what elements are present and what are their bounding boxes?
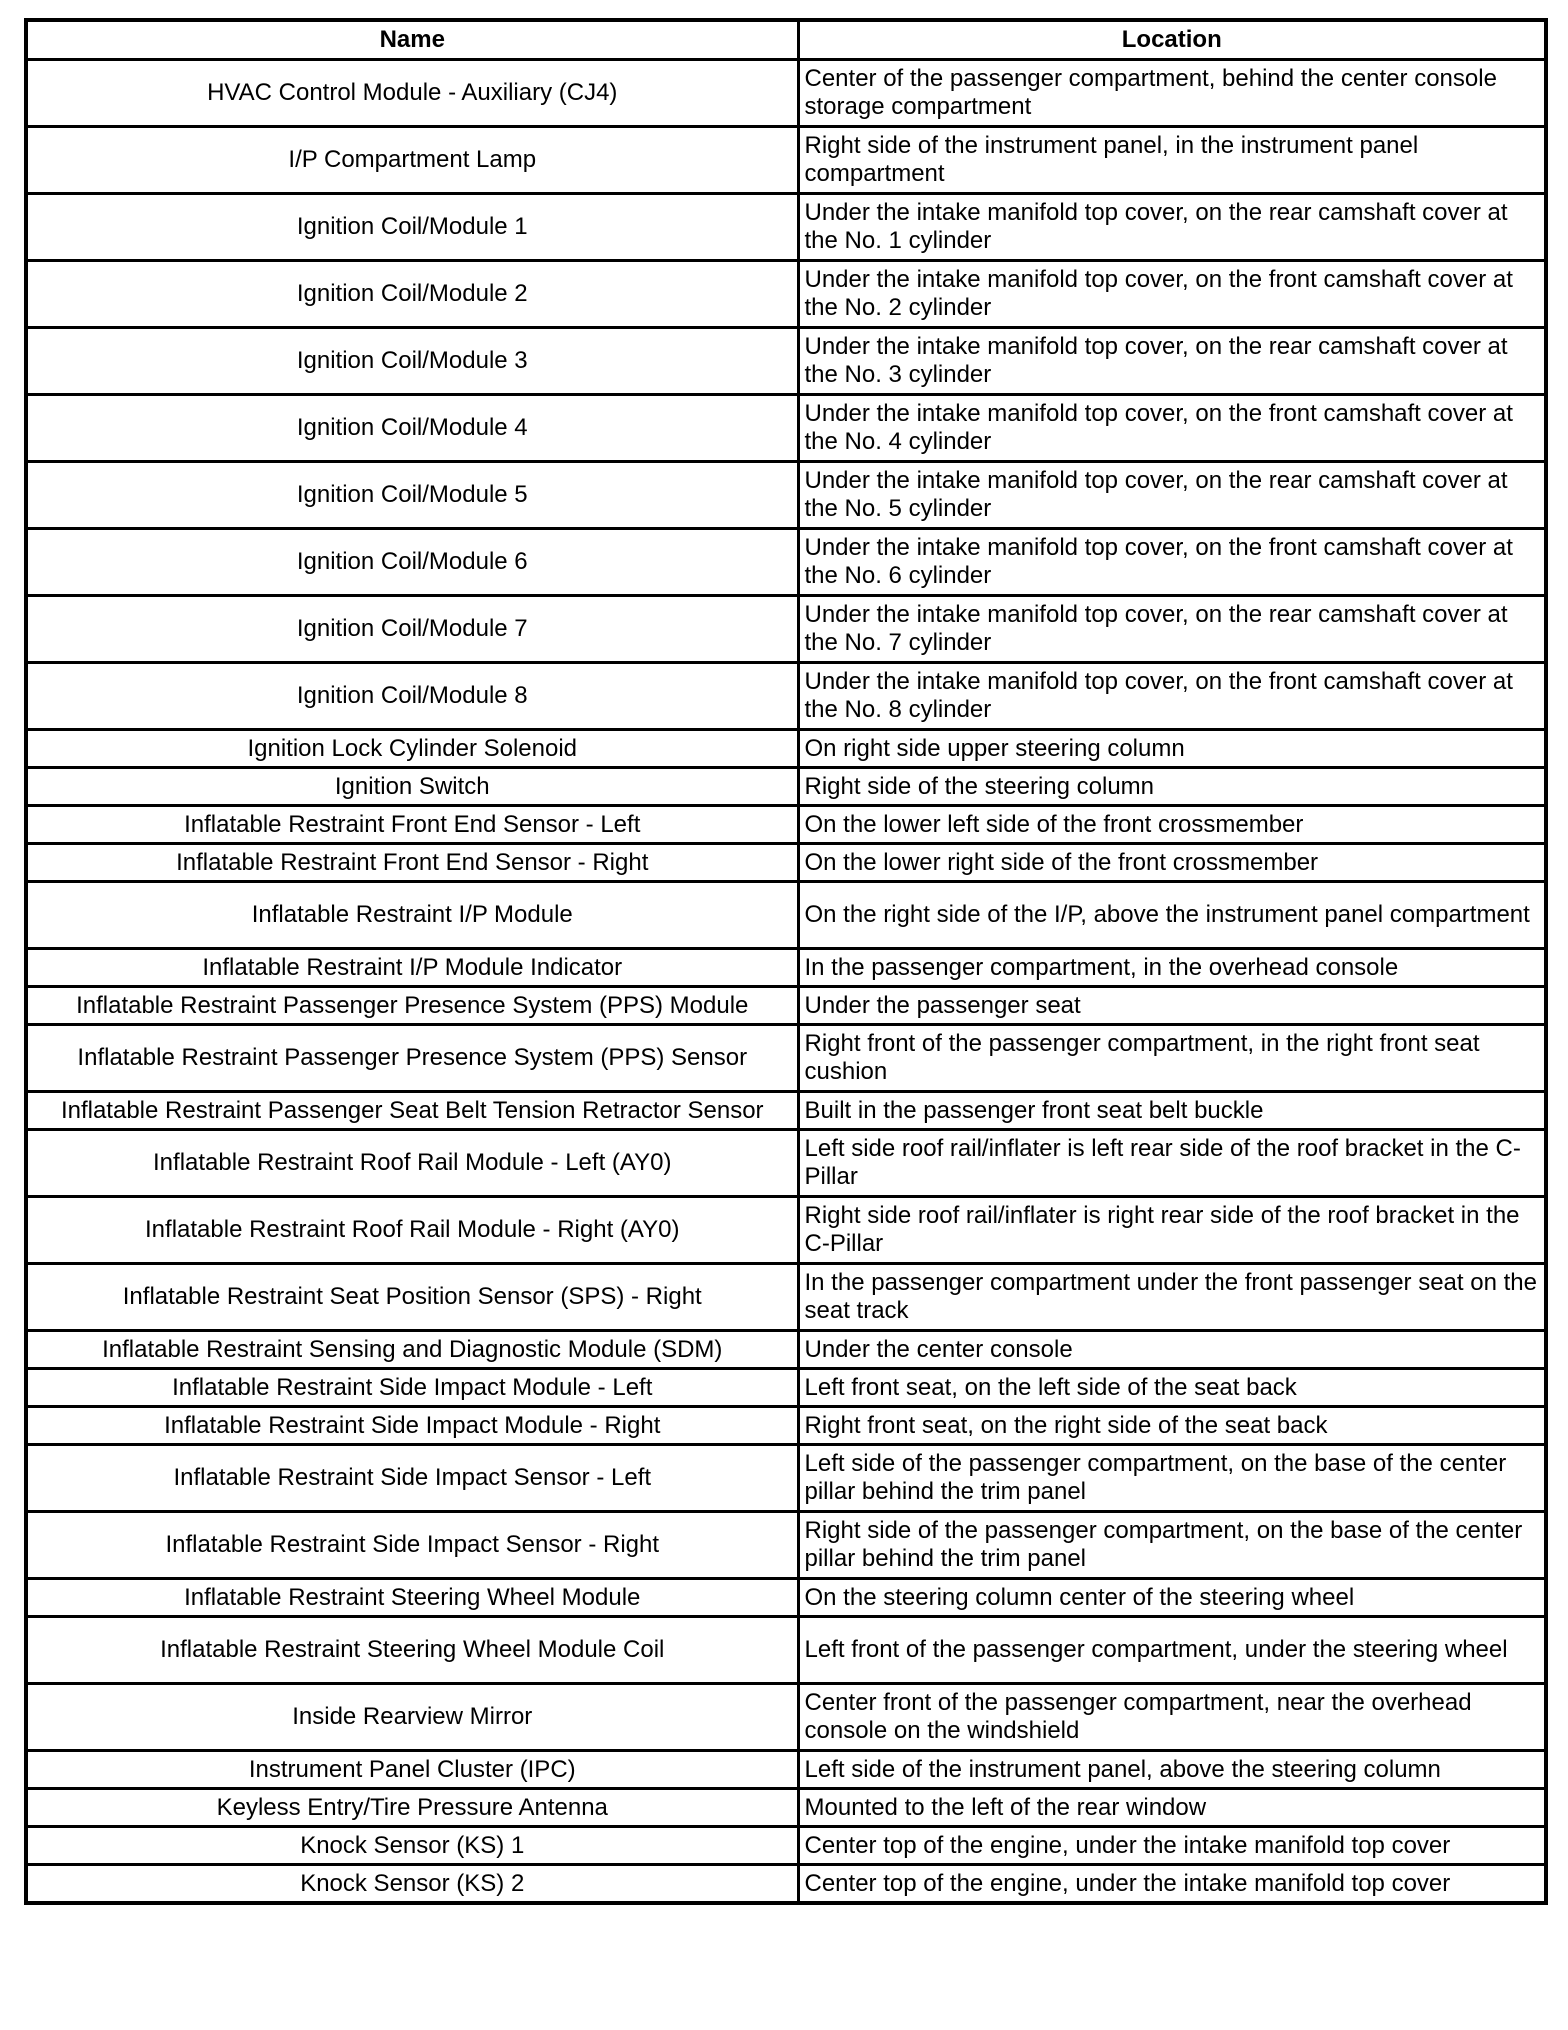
component-location-cell: Left front seat, on the left side of the seat back (798, 1369, 1546, 1407)
table-row (26, 1369, 1546, 1407)
component-name-cell: Inflatable Restraint Steering Wheel Module (26, 1579, 798, 1617)
table-row (26, 529, 1546, 596)
component-name-cell: Ignition Coil/Module 5 (26, 462, 798, 529)
component-location-cell: Right side roof rail/inflater is right rear side of the roof bracket in the C-Pillar (798, 1197, 1546, 1264)
component-location-cell: Under the center console (798, 1331, 1546, 1369)
table-row (26, 261, 1546, 328)
table-row (26, 395, 1546, 462)
component-name-cell: Inflatable Restraint Front End Sensor - Right (26, 844, 798, 882)
table-header-row (26, 20, 1546, 60)
component-name-cell: Keyless Entry/Tire Pressure Antenna (26, 1789, 798, 1827)
component-location-cell: On the lower left side of the front crossmember (798, 806, 1546, 844)
component-location-cell: Left side of the instrument panel, above the steering column (798, 1751, 1546, 1789)
table-row (26, 1865, 1546, 1904)
table-row (26, 328, 1546, 395)
component-name-cell: Inflatable Restraint Roof Rail Module - Left (AY0) (26, 1130, 798, 1197)
table-row (26, 1407, 1546, 1445)
table-row (26, 1197, 1546, 1264)
table-row (26, 194, 1546, 261)
table-row (26, 949, 1546, 987)
component-name-cell: Knock Sensor (KS) 2 (26, 1865, 798, 1904)
component-name-cell: Ignition Coil/Module 6 (26, 529, 798, 596)
component-location-table (24, 18, 1548, 1905)
table-row (26, 1331, 1546, 1369)
component-location-cell: Center top of the engine, under the intake manifold top cover (798, 1827, 1546, 1865)
table-row (26, 806, 1546, 844)
component-location-cell: Under the intake manifold top cover, on the rear camshaft cover at the No. 3 cylinder (798, 328, 1546, 395)
component-name-cell: Inflatable Restraint Roof Rail Module - Right (AY0) (26, 1197, 798, 1264)
table-row (26, 127, 1546, 194)
table-row (26, 1512, 1546, 1579)
component-name-cell: Inflatable Restraint I/P Module Indicator (26, 949, 798, 987)
component-location-cell: Under the intake manifold top cover, on the rear camshaft cover at the No. 7 cylinder (798, 596, 1546, 663)
table-row (26, 1092, 1546, 1130)
component-location-cell: Left front of the passenger compartment, under the steering wheel (798, 1617, 1546, 1684)
table-row (26, 1789, 1546, 1827)
table-row (26, 768, 1546, 806)
component-name-cell: Ignition Lock Cylinder Solenoid (26, 730, 798, 768)
component-location-cell: Right front of the passenger compartment, in the right front seat cushion (798, 1025, 1546, 1092)
component-location-cell: On the right side of the I/P, above the instrument panel compartment (798, 882, 1546, 949)
component-location-cell: Under the intake manifold top cover, on the front camshaft cover at the No. 6 cylinder (798, 529, 1546, 596)
component-name-cell: Ignition Coil/Module 7 (26, 596, 798, 663)
column-header-location: Location (798, 20, 1546, 60)
component-location-cell: Under the passenger seat (798, 987, 1546, 1025)
component-name-cell: Inflatable Restraint Passenger Presence System (PPS) Sensor (26, 1025, 798, 1092)
table-row (26, 1617, 1546, 1684)
component-location-cell: Center of the passenger compartment, behind the center console storage compartment (798, 60, 1546, 127)
component-location-cell: Right side of the passenger compartment, on the base of the center pillar behind the trim panel (798, 1512, 1546, 1579)
component-name-cell: Inflatable Restraint Steering Wheel Module Coil (26, 1617, 798, 1684)
component-location-cell: Right side of the steering column (798, 768, 1546, 806)
column-header-name: Name (26, 20, 798, 60)
component-name-cell: Ignition Coil/Module 4 (26, 395, 798, 462)
component-location-cell: Right side of the instrument panel, in the instrument panel compartment (798, 127, 1546, 194)
component-name-cell: Inflatable Restraint Passenger Seat Belt Tension Retractor Sensor (26, 1092, 798, 1130)
component-name-cell: Inflatable Restraint Passenger Presence System (PPS) Module (26, 987, 798, 1025)
component-name-cell: Inflatable Restraint Side Impact Module - Right (26, 1407, 798, 1445)
component-location-table-container (24, 18, 1544, 1905)
component-location-cell: On right side upper steering column (798, 730, 1546, 768)
table-row (26, 1827, 1546, 1865)
component-name-cell: HVAC Control Module - Auxiliary (CJ4) (26, 60, 798, 127)
component-location-cell: On the steering column center of the steering wheel (798, 1579, 1546, 1617)
table-row (26, 987, 1546, 1025)
table-row (26, 882, 1546, 949)
component-location-cell: Center top of the engine, under the intake manifold top cover (798, 1865, 1546, 1904)
component-name-cell: Ignition Switch (26, 768, 798, 806)
component-location-cell: Left side of the passenger compartment, on the base of the center pillar behind the trim panel (798, 1445, 1546, 1512)
table-row (26, 1684, 1546, 1751)
component-name-cell: Inflatable Restraint Side Impact Sensor - Left (26, 1445, 798, 1512)
component-name-cell: Instrument Panel Cluster (IPC) (26, 1751, 798, 1789)
component-name-cell: Inflatable Restraint Front End Sensor - Left (26, 806, 798, 844)
table-row (26, 1445, 1546, 1512)
component-name-cell: Inflatable Restraint I/P Module (26, 882, 798, 949)
table-row (26, 1751, 1546, 1789)
component-name-cell: Ignition Coil/Module 3 (26, 328, 798, 395)
component-name-cell: Knock Sensor (KS) 1 (26, 1827, 798, 1865)
component-location-cell: Under the intake manifold top cover, on the rear camshaft cover at the No. 5 cylinder (798, 462, 1546, 529)
table-row (26, 462, 1546, 529)
component-location-cell: In the passenger compartment under the front passenger seat on the seat track (798, 1264, 1546, 1331)
table-row (26, 1264, 1546, 1331)
component-name-cell: I/P Compartment Lamp (26, 127, 798, 194)
component-location-cell: Right front seat, on the right side of the seat back (798, 1407, 1546, 1445)
component-name-cell: Inflatable Restraint Side Impact Module - Left (26, 1369, 798, 1407)
component-location-cell: Mounted to the left of the rear window (798, 1789, 1546, 1827)
component-name-cell: Inflatable Restraint Seat Position Sensor (SPS) - Right (26, 1264, 798, 1331)
table-row (26, 730, 1546, 768)
component-location-cell: Under the intake manifold top cover, on the rear camshaft cover at the No. 1 cylinder (798, 194, 1546, 261)
component-location-cell: Under the intake manifold top cover, on the front camshaft cover at the No. 2 cylinder (798, 261, 1546, 328)
component-name-cell: Inflatable Restraint Side Impact Sensor - Right (26, 1512, 798, 1579)
table-body (26, 60, 1546, 1904)
table-row (26, 1130, 1546, 1197)
component-name-cell: Ignition Coil/Module 8 (26, 663, 798, 730)
component-location-cell: Built in the passenger front seat belt buckle (798, 1092, 1546, 1130)
component-location-cell: Under the intake manifold top cover, on the front camshaft cover at the No. 8 cylinder (798, 663, 1546, 730)
table-row (26, 596, 1546, 663)
component-location-cell: In the passenger compartment, in the overhead console (798, 949, 1546, 987)
component-location-cell: Left side roof rail/inflater is left rear side of the roof bracket in the C-Pillar (798, 1130, 1546, 1197)
component-name-cell: Ignition Coil/Module 2 (26, 261, 798, 328)
component-name-cell: Inside Rearview Mirror (26, 1684, 798, 1751)
component-location-cell: Center front of the passenger compartment, near the overhead console on the windshield (798, 1684, 1546, 1751)
component-location-cell: On the lower right side of the front crossmember (798, 844, 1546, 882)
table-row (26, 663, 1546, 730)
table-row (26, 844, 1546, 882)
component-name-cell: Inflatable Restraint Sensing and Diagnostic Module (SDM) (26, 1331, 798, 1369)
table-row (26, 1025, 1546, 1092)
component-name-cell: Ignition Coil/Module 1 (26, 194, 798, 261)
component-location-cell: Under the intake manifold top cover, on the front camshaft cover at the No. 4 cylinder (798, 395, 1546, 462)
table-row (26, 60, 1546, 127)
table-row (26, 1579, 1546, 1617)
